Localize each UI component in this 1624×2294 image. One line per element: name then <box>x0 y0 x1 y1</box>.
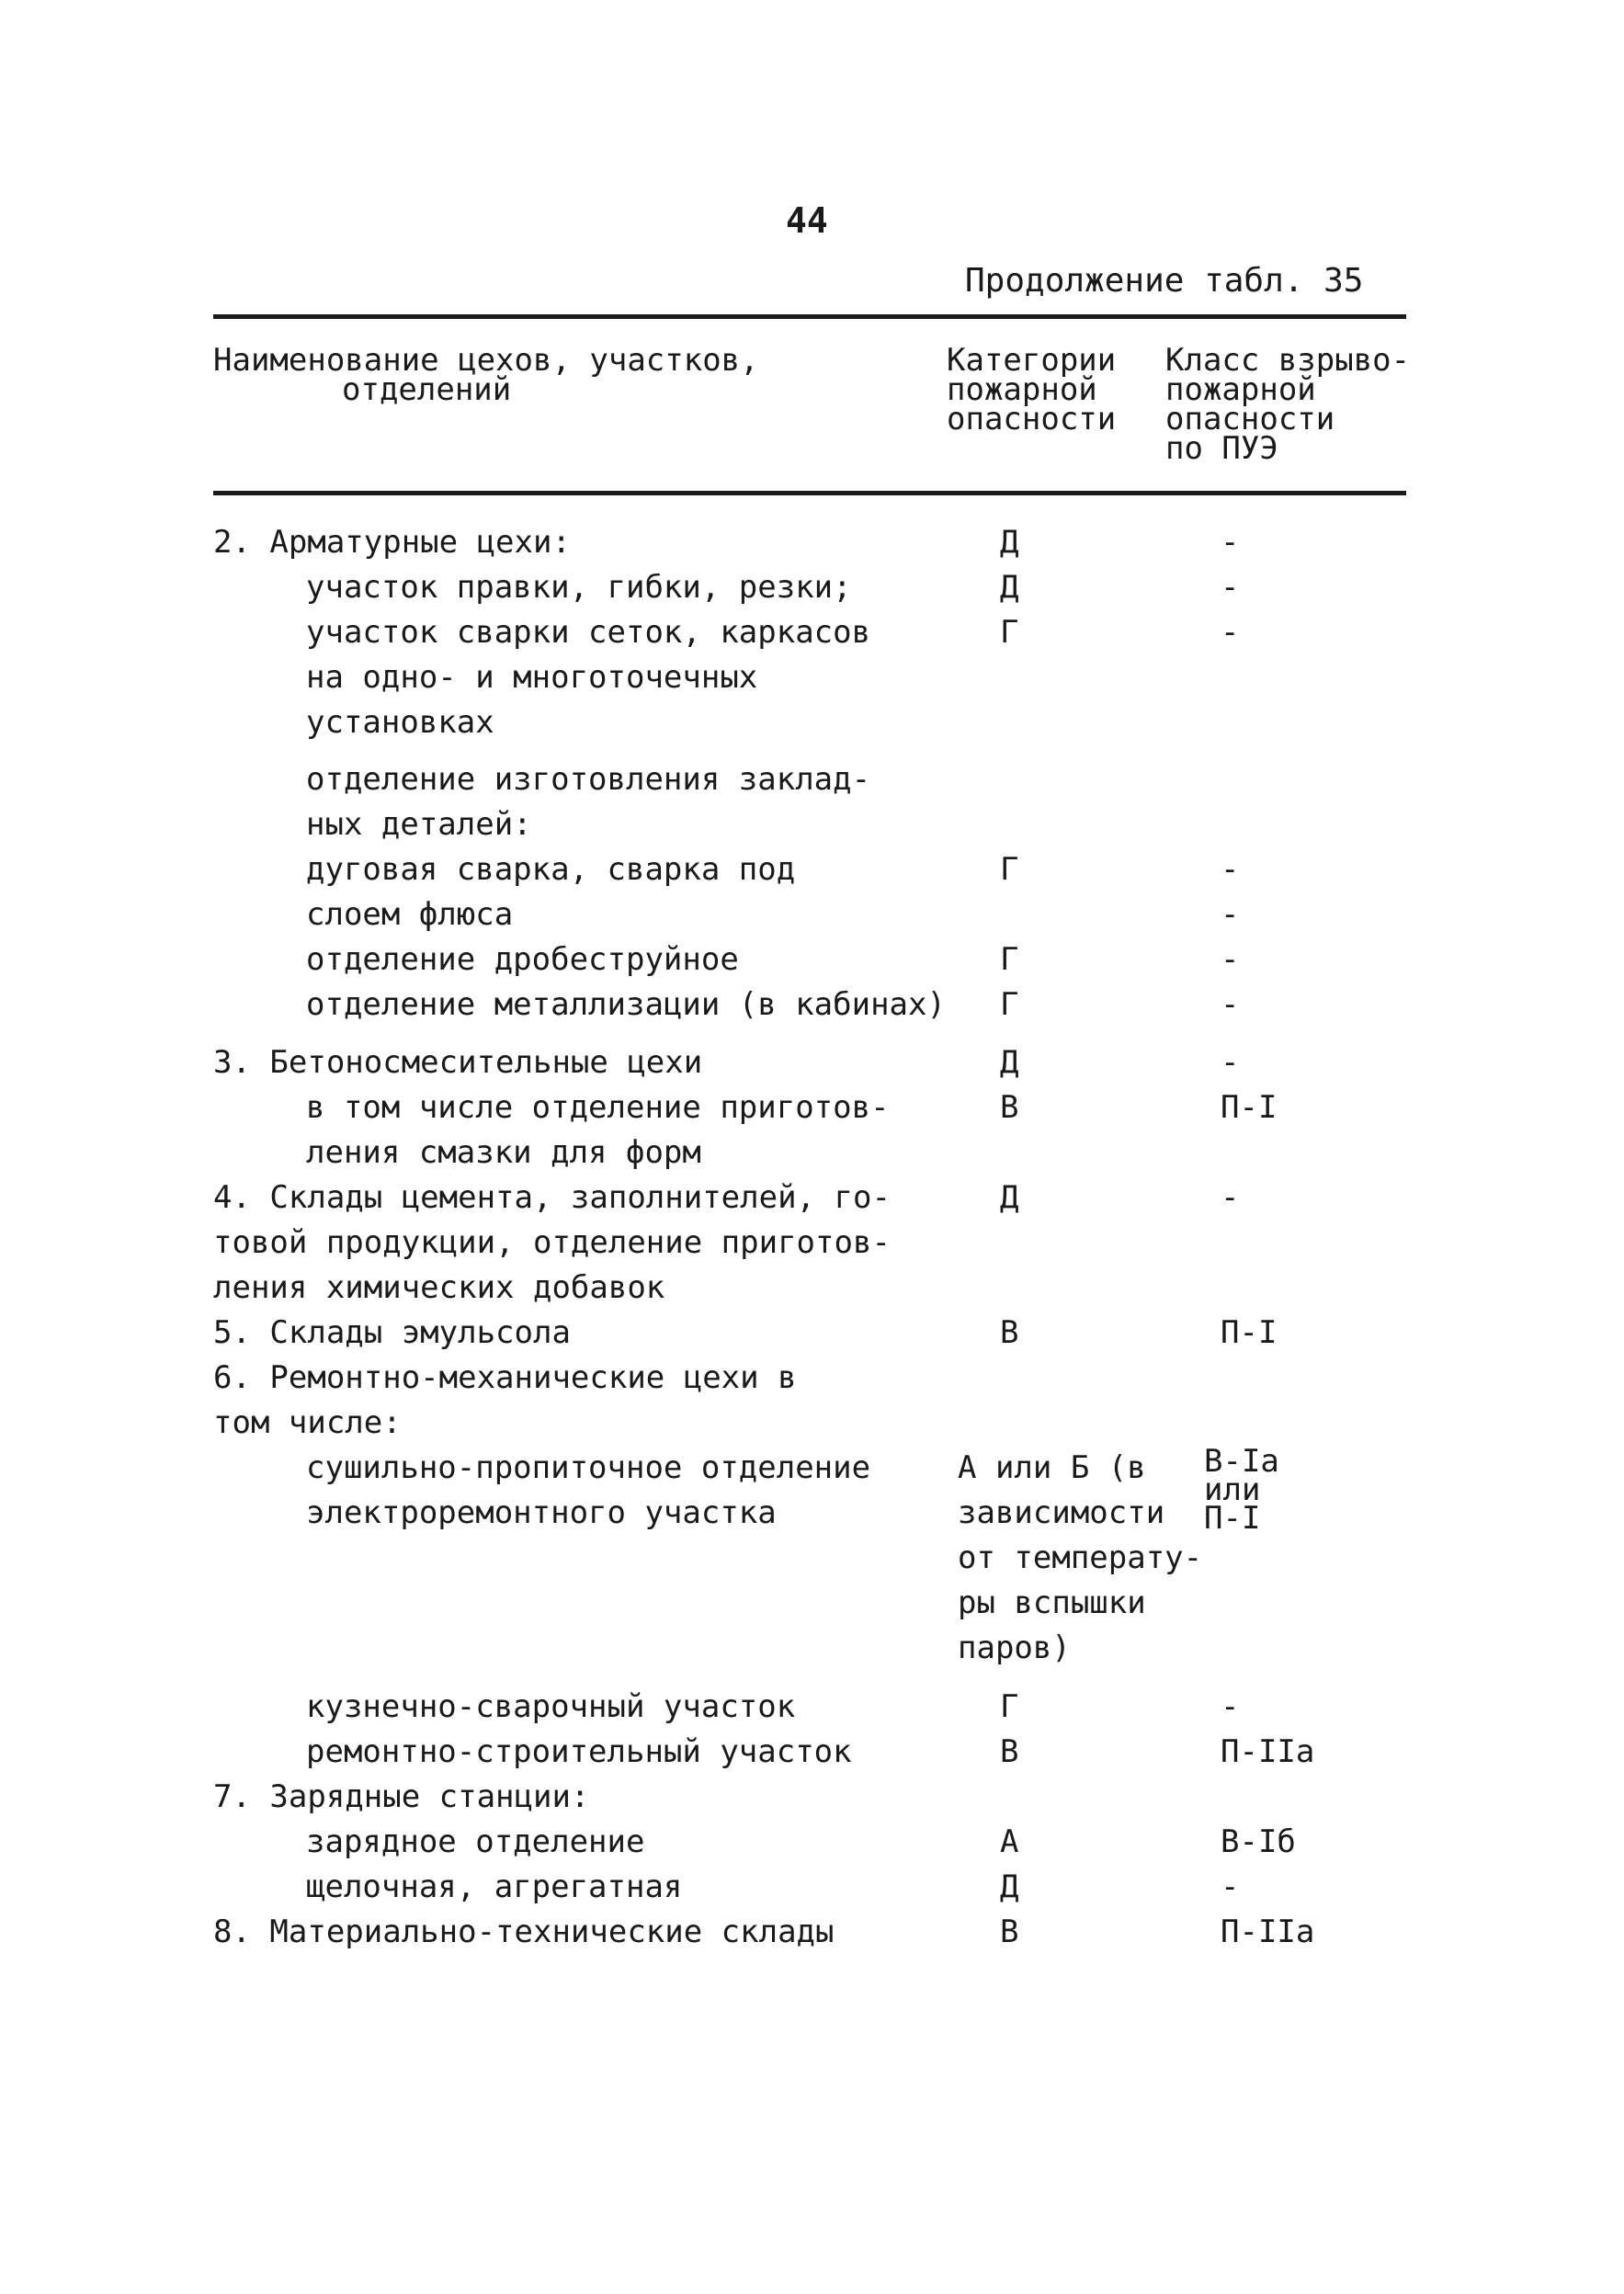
header-category-line-3: опасности <box>947 401 1117 437</box>
table-row <box>0 1356 1624 1401</box>
table-row <box>0 1775 1624 1820</box>
table-row <box>0 655 1624 700</box>
row-name: 2. Арматурные цехи: <box>213 524 571 561</box>
row-name: кузнечно-сварочный участок <box>306 1688 796 1725</box>
row-name: 8. Материально-технические склады <box>213 1914 835 1950</box>
table-row <box>0 700 1624 745</box>
table-row <box>0 610 1624 655</box>
row-name: щелочная, агрегатная <box>306 1868 683 1905</box>
row-class: - <box>1221 896 1240 933</box>
row-class: - <box>1221 569 1240 606</box>
row-class: П-I <box>1221 1314 1278 1351</box>
row-class: - <box>1221 1688 1240 1725</box>
row-class: - <box>1221 1868 1240 1905</box>
row-name: 3. Бетоносмесительные цехи <box>213 1044 703 1081</box>
table-row <box>0 1221 1624 1266</box>
row-name: ления смазки для форм <box>306 1134 701 1171</box>
row-category: Д <box>1000 1179 1019 1216</box>
row-name: том числе: <box>213 1404 402 1441</box>
row-name: отделение дробеструйное <box>306 941 739 978</box>
table-row <box>0 1401 1624 1446</box>
table-row <box>0 892 1624 937</box>
table-row <box>0 757 1624 802</box>
row-name: 4. Склады цемента, заполнителей, го- <box>213 1179 891 1216</box>
row-category: Г <box>1000 851 1019 888</box>
row-name: отделение металлизации (в кабинах) <box>306 986 946 1023</box>
special-category-line: ры вспышки <box>958 1584 1146 1621</box>
header-name-line-2: отделений <box>342 371 512 408</box>
row-category: В <box>1000 1089 1019 1126</box>
table-continuation-caption: Продолжение табл. 35 <box>965 262 1364 300</box>
row-class: - <box>1221 851 1240 888</box>
header-class-line-4: по ПУЭ <box>1165 430 1278 467</box>
table-row <box>0 1443 1624 1491</box>
header-category-line-2: пожарной <box>947 371 1097 408</box>
row-class: П-I <box>1221 1089 1278 1126</box>
table-row <box>0 1311 1624 1356</box>
row-name: 7. Зарядные станции: <box>213 1778 590 1815</box>
table-row <box>0 802 1624 847</box>
row-class: - <box>1221 941 1240 978</box>
row-name: в том числе отделение приготов- <box>306 1089 890 1126</box>
special-category-line: А или Б (в <box>958 1449 1146 1486</box>
row-name: товой продукции, отделение приготов- <box>213 1224 891 1261</box>
row-name: отделение изготовления заклад- <box>306 761 871 798</box>
table-row <box>0 1130 1624 1175</box>
row-name: электроремонтного участка <box>306 1494 777 1531</box>
row-category: Д <box>1000 1044 1019 1081</box>
header-name-line-1: Наименование цехов, участков, <box>213 342 759 379</box>
row-name: 6. Ремонтно-механические цехи в <box>213 1359 797 1396</box>
table-row <box>0 1685 1624 1730</box>
row-category: В <box>1000 1314 1019 1351</box>
row-name: ных деталей: <box>306 806 532 843</box>
table-row <box>0 1266 1624 1311</box>
header-class-line-1: Класс взрыво- <box>1165 342 1411 379</box>
row-class: П-IIа <box>1221 1914 1315 1950</box>
row-name: зарядное отделение <box>306 1823 645 1860</box>
row-category: А <box>1000 1823 1019 1860</box>
special-class-cell <box>1204 1443 1279 1537</box>
row-name: установках <box>306 704 494 741</box>
header-category <box>947 342 1117 437</box>
row-class: - <box>1221 1044 1240 1081</box>
table-row <box>0 1175 1624 1221</box>
page-number: 44 <box>786 200 828 241</box>
special-category-line: от температу- <box>958 1539 1203 1576</box>
special-class-line: В-Iа <box>1204 1443 1279 1480</box>
header-class-line-3: опасности <box>1165 401 1335 437</box>
table-row <box>0 1040 1624 1085</box>
special-category-line: паров) <box>958 1630 1071 1666</box>
table-row <box>0 1085 1624 1130</box>
table-row <box>0 1730 1624 1775</box>
row-class: П-IIа <box>1221 1733 1315 1770</box>
row-category: Д <box>1000 524 1019 561</box>
row-category: В <box>1000 1733 1019 1770</box>
table-row <box>0 1491 1624 1536</box>
table-row <box>0 847 1624 892</box>
row-name: дуговая сварка, сварка под <box>306 851 796 888</box>
table-top-rule <box>213 314 1406 319</box>
row-class: В-Iб <box>1221 1823 1296 1860</box>
table-row <box>0 1865 1624 1910</box>
row-class: - <box>1221 986 1240 1023</box>
row-name: 5. Склады эмульсола <box>213 1314 571 1351</box>
table-row <box>0 937 1624 982</box>
header-class <box>1165 342 1411 467</box>
special-class-line: или <box>1204 1471 1261 1508</box>
special-class-line: П-I <box>1204 1500 1261 1537</box>
table-row <box>0 982 1624 1028</box>
row-name: сушильно-пропиточное отделение <box>306 1449 871 1486</box>
special-category-cell <box>958 1446 1202 1671</box>
table-header-rule <box>213 491 1406 495</box>
row-category: В <box>1000 1914 1019 1950</box>
row-name: участок сварки сеток, каркасов <box>306 614 871 651</box>
row-category: Д <box>1000 1868 1019 1905</box>
row-category: Г <box>1000 986 1019 1023</box>
row-class: - <box>1221 1179 1240 1216</box>
row-category: Г <box>1000 614 1019 651</box>
header-category-line-1: Категории <box>947 342 1117 379</box>
row-name: ремонтно-строительный участок <box>306 1733 852 1770</box>
row-category: Г <box>1000 1688 1019 1725</box>
table-row <box>0 1820 1624 1865</box>
row-category: Г <box>1000 941 1019 978</box>
row-category: Д <box>1000 569 1019 606</box>
special-category-line: зависимости <box>958 1494 1165 1531</box>
table-row <box>0 565 1624 610</box>
table-row <box>0 1910 1624 1955</box>
row-name: ления химических добавок <box>213 1269 665 1306</box>
row-name: на одно- и многоточечных <box>306 659 758 696</box>
row-name: слоем флюса <box>306 896 514 933</box>
table-row <box>0 520 1624 565</box>
row-class: - <box>1221 524 1240 561</box>
row-class: - <box>1221 614 1240 651</box>
header-class-line-2: пожарной <box>1165 371 1316 408</box>
row-name: участок правки, гибки, резки; <box>306 569 852 606</box>
header-name <box>213 342 759 408</box>
